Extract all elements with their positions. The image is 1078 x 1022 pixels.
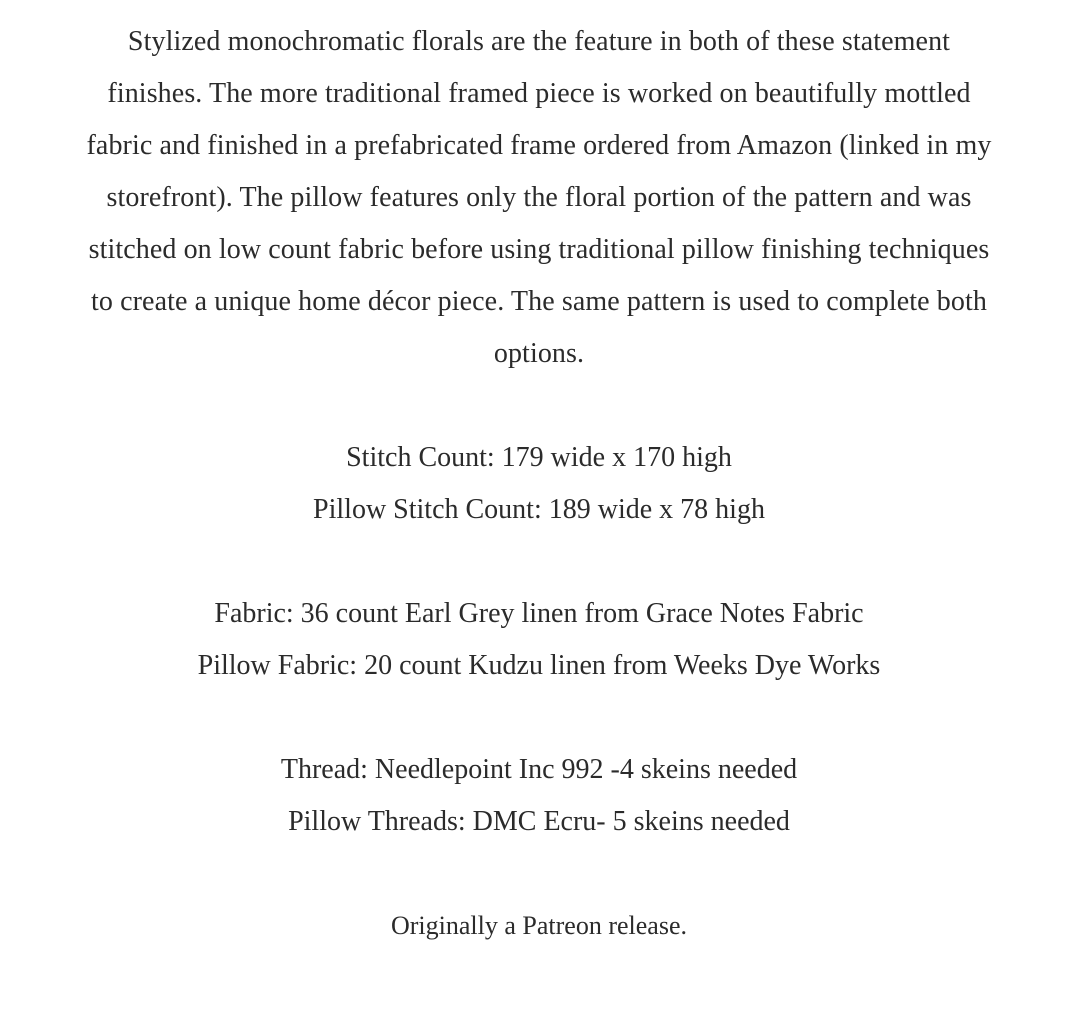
stitch-count-section xyxy=(0,432,1078,536)
pillow-thread-spec: Pillow Threads: DMC Ecru- 5 skeins needed xyxy=(288,806,790,837)
pillow-fabric-spec: Pillow Fabric: 20 count Kudzu linen from Weeks Dye Works xyxy=(197,650,881,681)
thread-spec: Thread: Needlepoint Inc 992 -4 skeins needed xyxy=(280,754,798,785)
description-paragraph: Stylized monochromatic florals are the feature in both of these statement finishes. The more traditional framed piece is worked on beautifully mottled fabric and finished in a prefabricated frame ordered from Amazon (linked in my storefront). The pillow features only the floral portion of the pattern and was stitched on low count fabric before using traditional pillow finishing techniques to create a unique home décor piece. The same pattern is used to complete both options. xyxy=(86,26,992,369)
fabric-spec: Fabric: 36 count Earl Grey linen from Grace Notes Fabric xyxy=(214,598,864,629)
thread-section xyxy=(0,744,1078,848)
stitch-count: Stitch Count: 179 wide x 170 high xyxy=(346,442,732,473)
product-description xyxy=(0,16,1078,952)
fabric-section xyxy=(0,588,1078,692)
release-note: Originally a Patreon release. xyxy=(391,911,687,940)
pillow-stitch-count: Pillow Stitch Count: 189 wide x 78 high xyxy=(313,494,765,525)
